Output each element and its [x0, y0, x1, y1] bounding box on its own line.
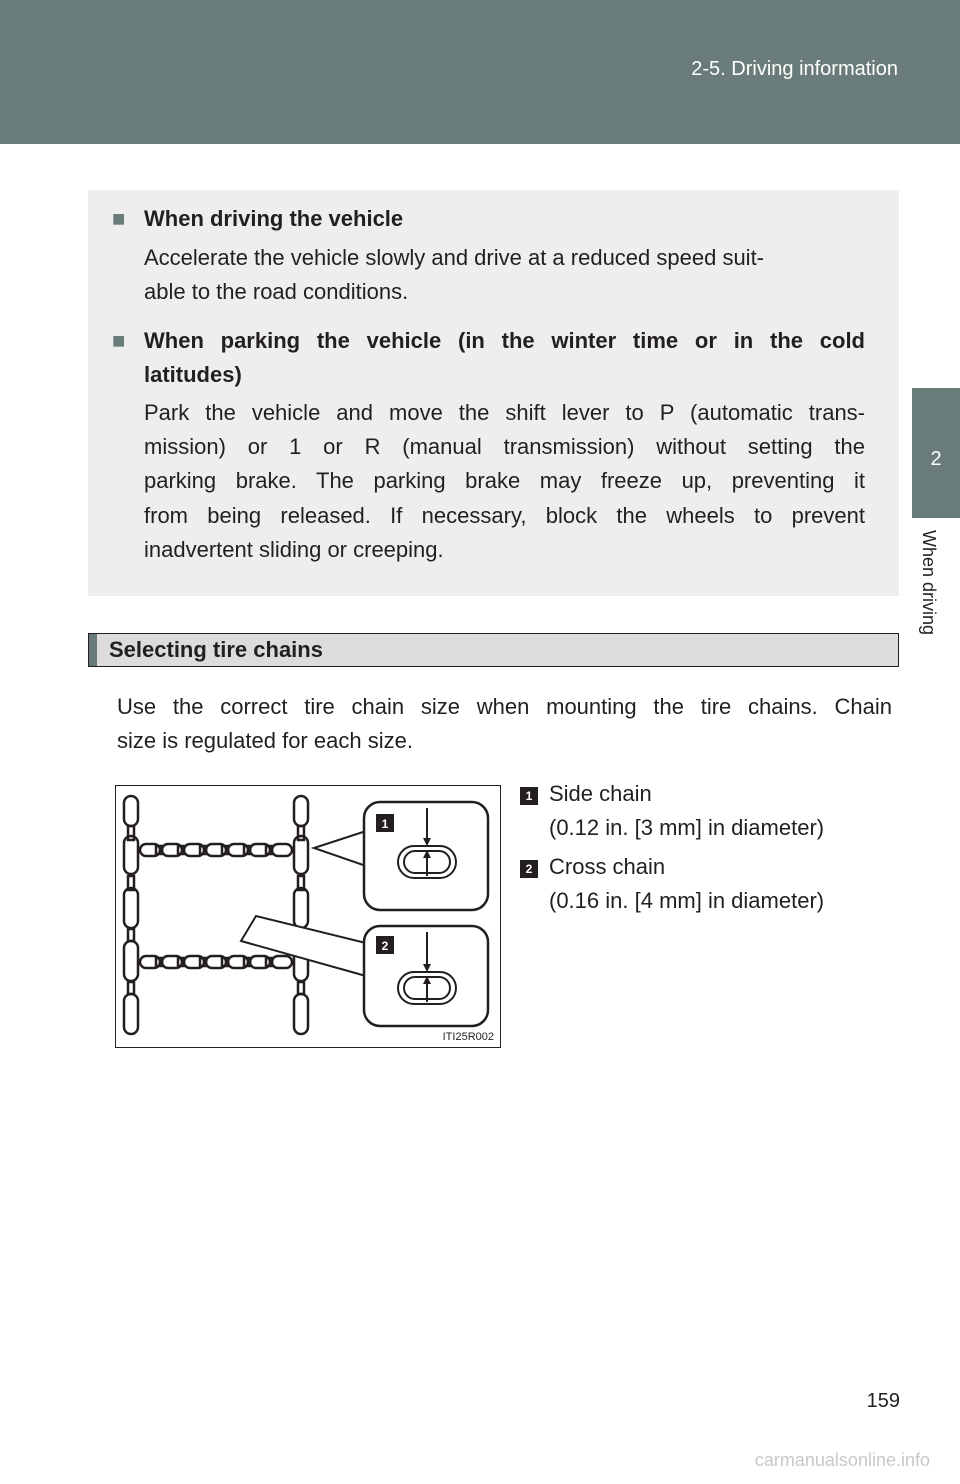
side-chain-left — [124, 796, 138, 1034]
section-title: Selecting tire chains — [109, 637, 323, 662]
footer-watermark: carmanualsonline.info — [754, 1450, 930, 1470]
callout-badge-2 — [376, 936, 394, 954]
legend-detail: (0.16 in. [4 mm] in diameter) — [549, 888, 825, 913]
svg-text:2: 2 — [381, 939, 389, 953]
callout-pointers — [241, 831, 366, 976]
info-heading-parking: ■ When parking the vehicle (in the winter time or in the cold latitudes) — [144, 324, 865, 392]
section-body: Use the correct tire chain size when mounting the tire chains. Chain size is regulated for each size. — [117, 694, 892, 754]
figure-code: ITI25R002 — [442, 1031, 494, 1043]
legend-badge: 1 — [520, 787, 538, 805]
legend-badge: 2 — [520, 860, 538, 878]
chapter-title: 2-5. Driving information — [691, 58, 898, 80]
section-heading-accent — [89, 634, 97, 666]
legend-name: Side chain — [549, 781, 652, 806]
info-body-parking: Park the vehicle and move the shift lever to P (automatic trans- mission) or 1 or R (manual transmission) without setting the parking brake. The parking brake may freeze up, preventing it from being released. If necessary, block the wheels to prevent inadvertent sliding or creeping. — [144, 400, 865, 562]
chapter-tab — [912, 388, 960, 518]
legend-name: Cross chain — [549, 854, 666, 879]
page-header — [0, 0, 960, 144]
info-body-driving: Accelerate the vehicle slowly and drive at a reduced speed suit- able to the road conditions. — [144, 245, 765, 305]
chapter-tab-label: When driving — [919, 530, 939, 636]
cross-chain-lower — [140, 956, 292, 968]
section-heading-bar — [88, 633, 899, 667]
info-heading-driving: ■ When driving the vehicle — [144, 202, 865, 236]
cross-chain-upper — [140, 844, 292, 856]
svg-text:1: 1 — [381, 817, 389, 831]
page-number: 159 — [866, 1390, 900, 1412]
square-bullet-icon: ■ — [112, 328, 126, 353]
side-chain-right — [294, 796, 308, 1034]
tire-chain-illustration — [116, 786, 500, 1047]
legend-detail: (0.12 in. [3 mm] in diameter) — [549, 815, 825, 840]
square-bullet-icon: ■ — [112, 206, 126, 231]
tire-chain-figure — [115, 785, 501, 1048]
callout-badge-1 — [376, 814, 394, 832]
chapter-tab-number: 2 — [930, 448, 942, 470]
